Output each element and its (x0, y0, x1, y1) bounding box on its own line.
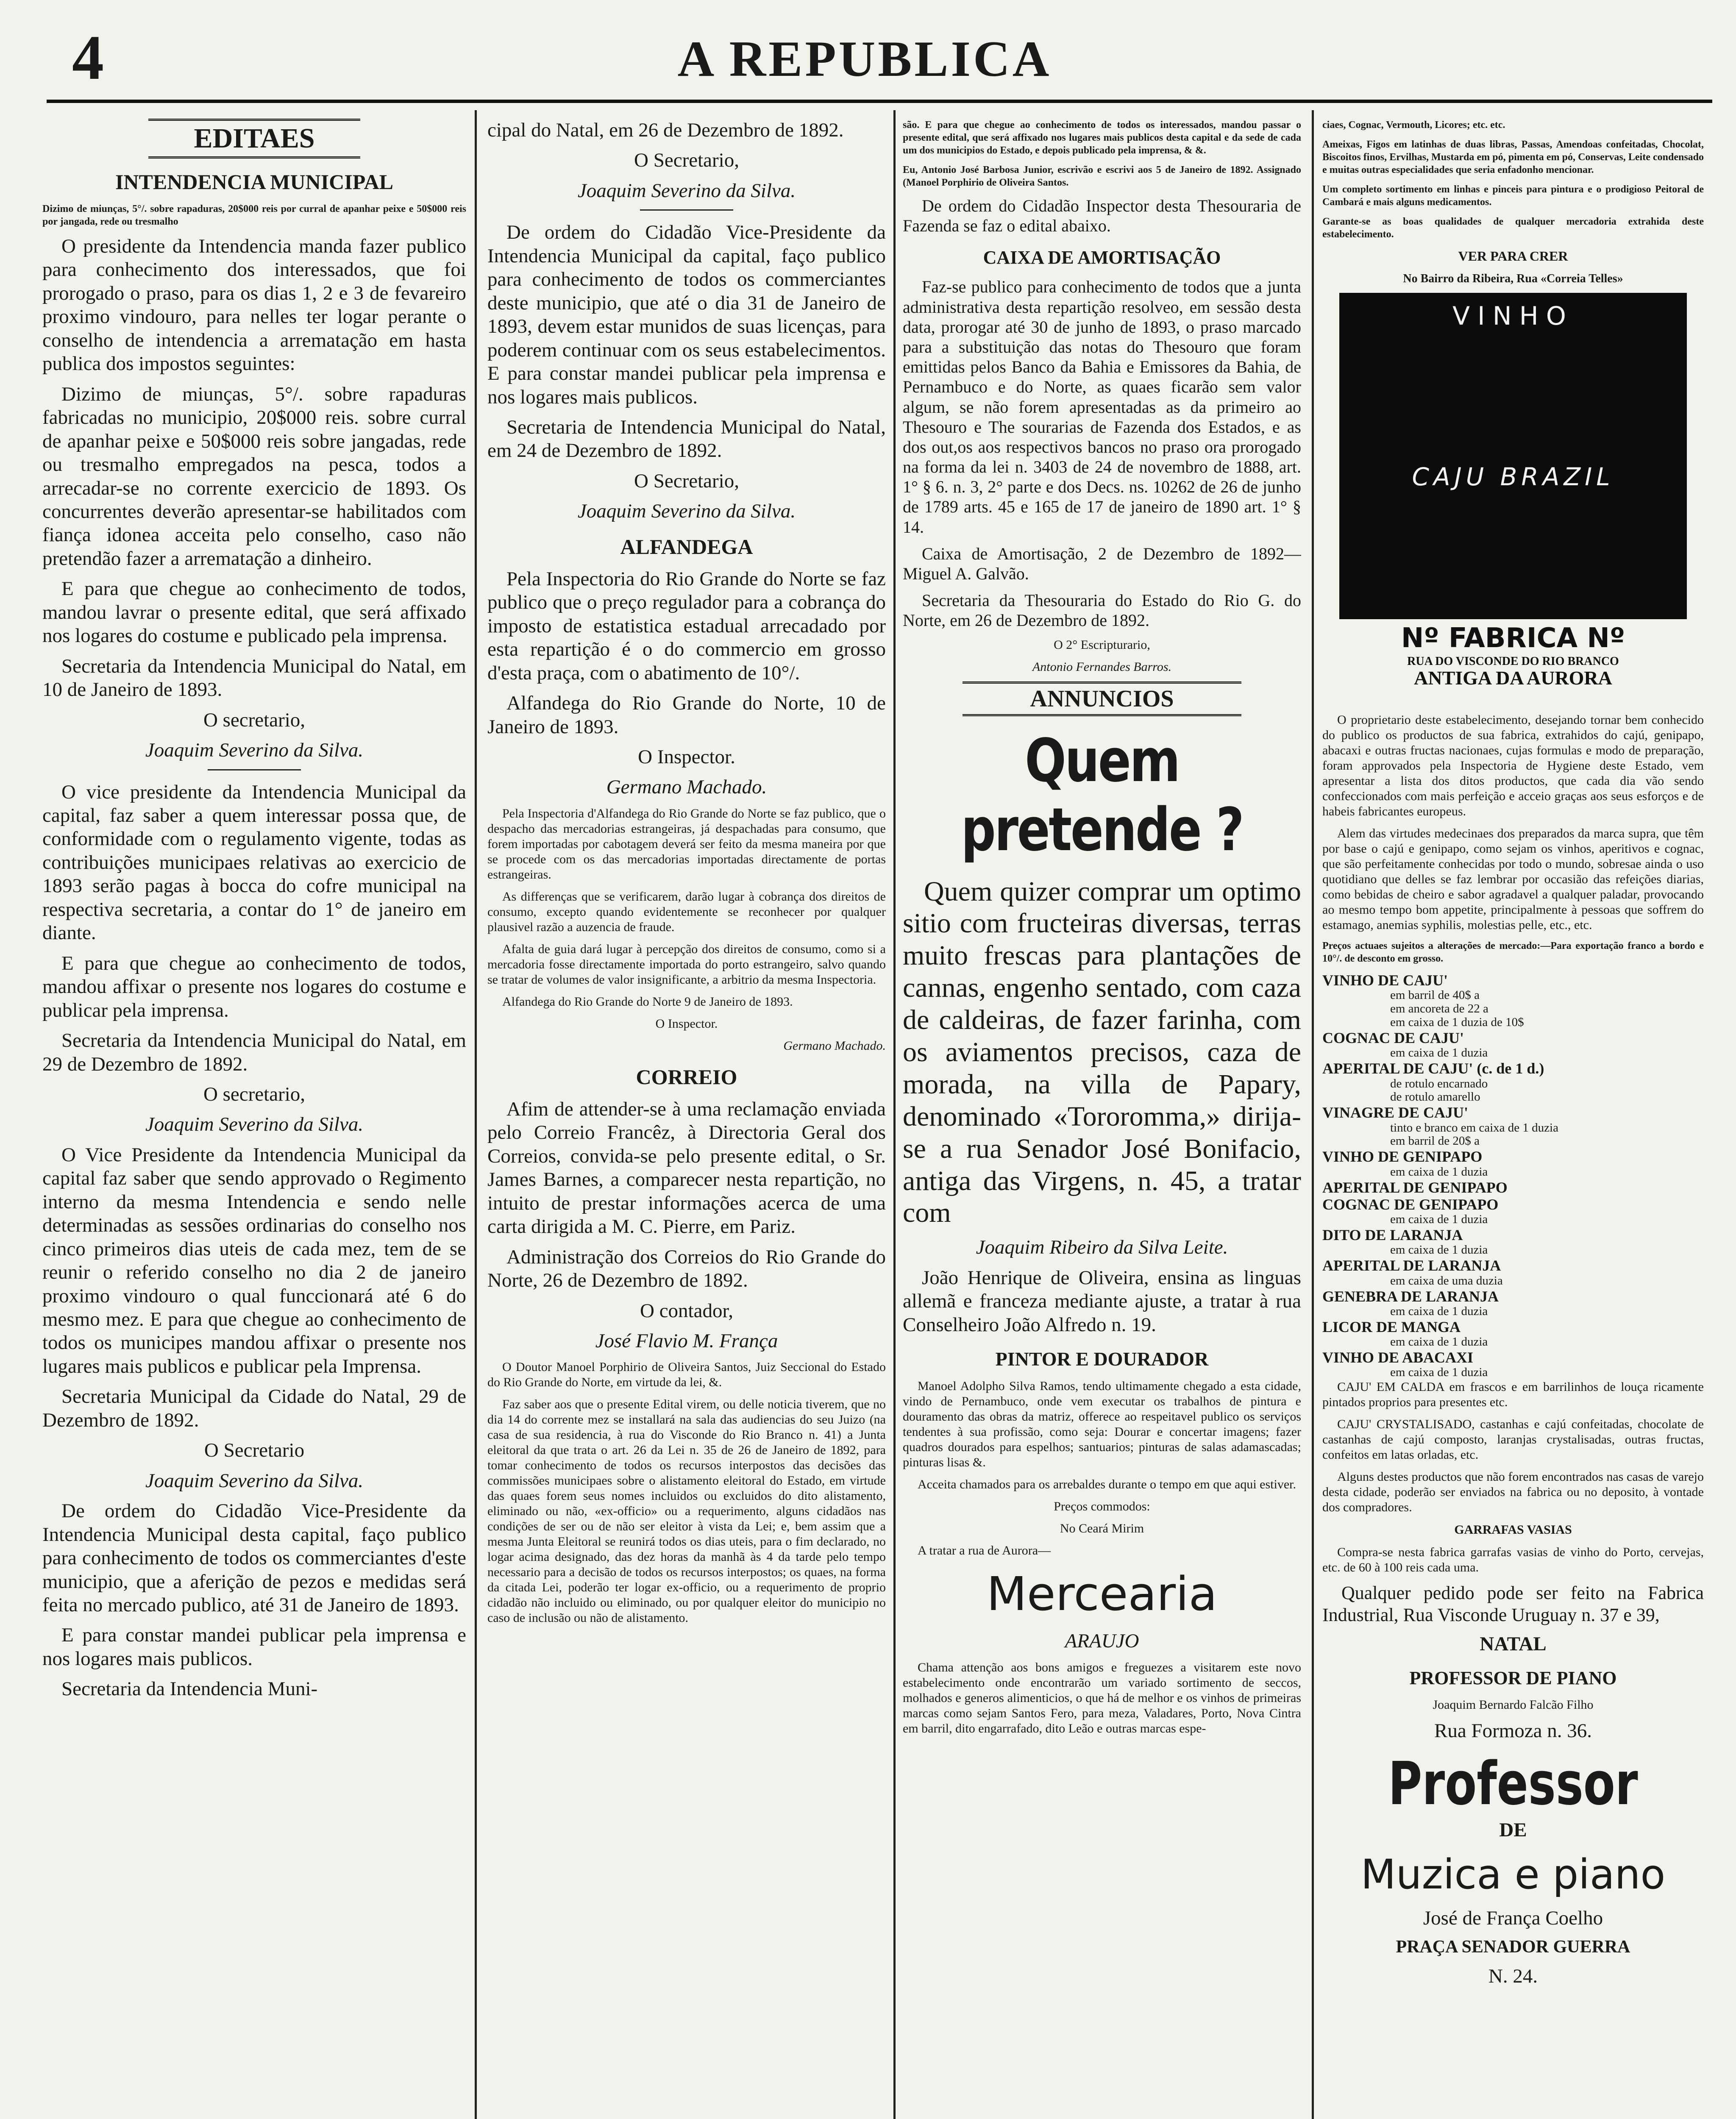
paragraph: Joaquim Bernardo Falcão Filho (1433, 1697, 1594, 1712)
signature-title: O Secretario, (634, 470, 739, 492)
ad-headline: Mercearia (986, 1567, 1218, 1621)
paragraph: Secretaria da Intendencia Muni- (61, 1678, 318, 1700)
subsection-title: INTENDENCIA MUNICIPAL (115, 170, 394, 194)
paragraph: Faz saber aos que o presente Edital virem, ou delle noticia tiverem, que no dia 14 do corrente mez se installará na sala das audiencias do seu Juizo (na casa de sua residencia, à rua do Visconde do Rio Branco n. 41) a Junta eleitoral da que trata o art. 26 da Lei n. 35 de 26 de Janeiro de 1892, para tomar conhecimento de todos os recursos interpostos das decisões das commissões municipaes sobre o alistamento eleitoral do Estado, em virtude das quaes forem seus nomes incluidos ou excluidos do dito alistamento, eliminado ou não, «ex-officio» ou a requerimento, alguns cidadãos nas condições de ser ou de não ser eleitor à vista da Lei; e, bem assim que a mesma Junta Eleitoral se reunirá todos os dias uteis, para o fim declarado, no logar acima designado, das dez horas da manhã às 4 da tarde pelo tempo necessario para a decisão de todos os recursos interpostos; os quaes, na forma da citada Lei, poderão ter logar ex-officio, ou a requerimento de proprio cidadão não incluido ou eliminado, ou por qualquer eleitor do municipio no caso de inclusão ou não de alistamento. (487, 1397, 886, 1625)
price-item-name: LICOR DE MANGA (1322, 1318, 1461, 1335)
paragraph: José de França Coelho (1423, 1907, 1603, 1929)
price-item-name: DITO DE LARANJA (1322, 1226, 1463, 1244)
column-3 (903, 119, 1301, 2119)
paragraph: Secretaria de Intendencia Municipal do Natal, em 24 de Dezembro de 1892. (487, 416, 886, 462)
signature-title: O 2° Escripturario, (1054, 637, 1150, 652)
signature: Antonio Fernandes Barros. (1032, 659, 1172, 674)
paragraph: De ordem do Cidadão Vice-Presidente da Intendencia Municipal da capital, faço publico para conhecimento de todos os commerciantes deste municipio, que até o dia 31 de Janeiro de 1893, devem estar munidos de suas licenças, para poderem continuar com os seus estabelecimentos. E para constar mandei publicar pela imprensa e nos logares mais publicos. (487, 221, 886, 408)
signature: José Flavio M. França (595, 1329, 778, 1352)
paragraph: Secretaria da Thesouraria do Estado do Rio G. do Norte, em 26 de Dezembro de 1892. (903, 591, 1301, 630)
separator (208, 769, 301, 770)
signature-title: O Inspector. (638, 745, 735, 768)
header-rule (47, 100, 1712, 103)
paragraph: Alfandega do Rio Grande do Norte 9 de Janeiro de 1893. (502, 994, 793, 1009)
paragraph: Pela Inspectoria do Rio Grande do Norte se faz publico que o preço regulador para a cobrança do imposto de estatistica estadual arrecadado por esta repartição é o do commercio em grosso d'esta praça, com o abatimento de 10°/. (487, 567, 886, 684)
price-item-name: APERITAL DE CAJU' (c. de 1 d.) (1322, 1060, 1544, 1077)
ad-subheadline: DE (1499, 1819, 1527, 1841)
signature-title: O Secretario, (634, 149, 739, 172)
paragraph: Alfandega do Rio Grande do Norte, 10 de Janeiro de 1893. (487, 692, 886, 738)
signature: Joaquim Severino da Silva. (577, 500, 796, 523)
paragraph: Eu, Antonio José Barbosa Junior, escrivão e escrivi aos 5 de Janeiro de 1892. Assignado (Manoel Porphirio de Oliveira Santos. (903, 164, 1301, 188)
paragraph: Chama attenção aos bons amigos e freguezes a visitarem este novo estabelecimento onde encontrarão um variado sortimento de seccos, molhados e generos alimenticios, o que há de melhor e os vinhos de primeiras marcas como sejam Santos Fero, para meza, Valadares, Porto, Nova Cintra em barril, dito engarrafado, dito Leão e outras marcas espe- (903, 1660, 1301, 1735)
price-item-detail: tinto e branco em caixa de 1 duzia (1390, 1121, 1558, 1135)
paragraph: Faz-se publico para conhecimento de todos que a junta administrativa desta repartição resolveo, em sessão desta data, prorogar até 30 de junho de 1893, o praso marcado para a substituição das notas do Thesouro que foram emittidas pelos Banco da Bahia e Emissores da Bahia, de Pernambuco e do Norte, as quaes ficarão sem valor algum, se não forem apresentadas as da primeiro ao Thesouro e The sourarias de Fazenda dos Estados, e as dos out,os aos respectivos bancos no praso ora prorogado na forma da lei n. 3403 de 24 de novembro de 1888, art. 1° § 6. n. 3, 2° parte e dos Decs. ns. 10262 de 26 de junho de 1789 arts. 45 e 165 de 17 de janeiro de 1890 art. 1° § 14. (903, 277, 1301, 537)
paragraph: Alguns destes productos que não forem encontrados nas casas de varejo desta cidade, poderão ser enviados na fabrica ou no deposito, à vontade dos compradores. (1322, 1470, 1704, 1515)
wine-label-image (1339, 293, 1687, 700)
paragraph: Pela Inspectoria d'Alfandega do Rio Grande do Norte se faz publico, que o despacho das mercadorias estrangeiras, já despachadas para consumo, que forem importadas por cabotagem deverá ser feito da mesma maneira por que se procede com os das mercadorias importadas directamente de portas estrangeiras. (487, 806, 886, 882)
paragraph: E para que chegue ao conhecimento de todos, mandou affixar o presente nos logares do costume e publicar pela imprensa. (42, 952, 466, 1021)
ad-headline: Muzica e piano (1360, 1850, 1666, 1898)
column-1 (42, 119, 466, 2119)
price-item-detail: em caixa de uma duzia (1390, 1274, 1503, 1288)
section-heading: CORREIO (636, 1065, 737, 1089)
paragraph: N. 24. (1488, 1965, 1538, 1987)
price-item-detail: de rotulo encarnado (1390, 1076, 1488, 1090)
paragraph: De ordem do Cidadão Inspector desta Thesouraria de Fazenda se faz o edital abaixo. (903, 196, 1301, 236)
price-item-detail: em caixa de 1 duzia (1390, 1335, 1488, 1349)
price-item-name: COGNAC DE CAJU' (1322, 1029, 1464, 1046)
signature: Joaquim Severino da Silva. (145, 739, 364, 762)
label-band (1339, 619, 1687, 700)
price-item-detail: em caixa de 1 duzia (1390, 1365, 1488, 1379)
price-item-detail: em ancoreta de 22 a (1390, 1002, 1488, 1016)
paragraph: ciaes, Cognac, Vermouth, Licores; etc. etc. (1322, 120, 1505, 131)
price-item-detail: em barril de 20$ a (1390, 1134, 1480, 1148)
signature-title: O Inspector. (655, 1016, 718, 1031)
paragraph: Secretaria Municipal da Cidade do Natal, 29 de Dezembro de 1892. (42, 1385, 466, 1431)
paragraph: As differenças que se verificarem, darão lugar à cobrança dos direitos de consumo, excepto quando evidentemente se reconhecer por qualquer plausivel razão a auzencia de fraude. (487, 889, 886, 934)
ad-headline: Professor (1388, 1749, 1638, 1819)
price-item-name: GENEBRA DE LARANJA (1322, 1288, 1499, 1305)
paragraph: Qualquer pedido pode ser feito na Fabrica Industrial, Rua Visconde Uruguay n. 37 e 39, (1322, 1582, 1704, 1625)
paragraph: Preços actuaes sujeitos a alterações de mercado:—Para exportação franco a bordo e 10°/. de desconto em grosso. (1322, 940, 1704, 964)
section-heading: PROFESSOR DE PIANO (1409, 1667, 1617, 1688)
section-heading: CAIXA DE AMORTISAÇÃO (983, 247, 1221, 268)
signature: Joaquim Severino da Silva. (145, 1469, 364, 1492)
paragraph: Caixa de Amortisação, 2 de Dezembro de 1892—Miguel A. Galvão. (903, 544, 1301, 583)
paragraph: são. E para que chegue ao conhecimento de todos os interessados, mandou passar o presente edital, que será affixado nos lugares mais publicos desta capital e da sede de cada um dos municipios do Estado, e depois publicado pela imprensa, & &. (903, 120, 1301, 156)
paragraph: Secretaria da Intendencia Municipal do Natal, em 29 de Dezembro de 1892. (42, 1029, 466, 1075)
column-divider (893, 110, 896, 2119)
paragraph: Compra-se nesta fabrica garrafas vasias de vinho do Porto, cervejas, etc. de 60 à 100 reis cada uma. (1322, 1545, 1704, 1574)
paragraph: CAJU' EM CALDA em frascos e em barrilinhos de louça ricamente pintados proprios para presentes etc. (1322, 1380, 1704, 1410)
paragraph: Preços commodos: (1054, 1499, 1150, 1514)
ad-text: Quem quizer comprar um optimo sitio com fructeiras diversas, terras muito frescas para plantações de cannas, engenho sentado, com caza de caldeiras, de fazer farinha, com os aviamentos precisos, caza de morada, na villa de Papary, denominado «Tororomma,» dirija-se a rua Senador José Bonifacio, antiga das Virgens, n. 45, a tratar com (903, 876, 1301, 1229)
newspaper-page (17, 0, 1712, 2119)
signature: Joaquim Ribeiro da Silva Leite. (976, 1236, 1228, 1259)
signature-title: O secretario, (203, 709, 306, 731)
paragraph: A tratar a rua de Aurora— (918, 1543, 1051, 1558)
price-item-detail: em caixa de 1 duzia (1390, 1165, 1488, 1179)
paragraph: VER PARA CRER (1458, 248, 1568, 264)
column-divider (1312, 110, 1314, 2119)
paragraph: Um completo sortimento em linhas e pinceis para pintura e o prodigioso Peitoral de Cambará e mais alguns medicamentos. (1322, 184, 1704, 208)
price-item-detail: em caixa de 1 duzia (1390, 1243, 1488, 1257)
signature: Joaquim Severino da Silva. (145, 1113, 364, 1136)
masthead (17, 13, 1712, 106)
signature-title: O contador, (640, 1299, 733, 1322)
paragraph: PRAÇA SENADOR GUERRA (1396, 1937, 1630, 1957)
page-number: 4 (72, 22, 104, 93)
paragraph: CAJU' CRYSTALISADO, castanhas e cajú confeitadas, chocolate de castanhas de cajú composto, laranjas crystalisadas, outras fructas, confeitos em latas orladas, etc. (1322, 1417, 1704, 1462)
price-item-detail: em barril de 40$ a (1390, 988, 1480, 1002)
label-text: Nº FABRICA Nº (1401, 623, 1625, 654)
column-divider (475, 110, 477, 2119)
price-item-detail: de rotulo amarello (1390, 1090, 1480, 1104)
paragraph: De ordem do Cidadão Vice-Presidente da Intendencia Municipal desta capital, faço publico para conhecimento de todos os commerciantes d'este municipio, que a aferição de pezos e medidas será feita no mercado publico, até 31 de Janeiro de 1893. (42, 1500, 466, 1616)
price-list (1322, 972, 1704, 1379)
price-item-detail: em caixa de 1 duzia (1390, 1212, 1488, 1226)
paragraph: O Vice Presidente da Intendencia Municipal da capital faz saber que sendo approvado o Regimento interno da mesma Intendencia e sendo nelle determinadas as sessões ordinarias do conselho nos cinco primeiros dias uteis de cada mez, tem de se reunir o referido conselho no dia 2 de janeiro proximo vindouro o qual funccionará até 6 do mesmo mez. E para que chegue ao conhecimento de todos os municipes mandou affixar o presente nos lugares mais publicos e publicar pela Imprensa. (42, 1143, 466, 1377)
paragraph: O proprietario deste estabelecimento, desejando tornar bem conhecido do publico os productos de sua fabrica, extrahidos do cajú, genipapo, abacaxi e outras fructas nacionaes, cujas formulas e modo de preparação, foram approvados pela Inspectoria de Hygiene deste Estado, vem apresentar a lista dos ditos productos, que cada dia vão sendo confeccionados com mais perfeição e acceio graças aos seus esforços e de habeis fabricantes europeus. (1322, 713, 1704, 818)
price-item-detail: em caixa de 1 duzia (1390, 1046, 1488, 1060)
signature-title: O Secretario (204, 1439, 305, 1462)
paragraph: O vice presidente da Intendencia Municipal da capital, faz saber a quem interessar possa que, de conformidade com o regulamento vigente, todas as contribuições municipaes relativas ao exercicio de 1893 serão pagas à bocca do cofre municipal na respectiva secretaria, a contar do 1° de janeiro em diante. (42, 781, 466, 944)
paragraph: O presidente da Intendencia manda fazer publico para conhecimento dos interessados, que foi prorogado o praso, para os dias 1, 2 e 3 de fevareiro proximo vindouro, para nelles ter logar perante o conselho de intendencia a arrematação em hasta publica dos impostos seguintes: (42, 235, 466, 375)
ad-subheadline: ARAUJO (1065, 1630, 1139, 1652)
price-item-name: VINHO DE ABACAXI (1322, 1349, 1474, 1366)
paragraph: Garante-se as boas qualidades de qualquer mercadoria extrahida deste estabelecimento. (1322, 216, 1704, 240)
newspaper-title: A REPUBLICA (677, 31, 1052, 87)
label-text: RUA DO VISCONDE DO RIO BRANCO (1407, 655, 1619, 668)
paragraph: Alem das virtudes medecinaes dos preparados da marca supra, que têm por base o cajú e genipapo, como sejam os vinhos, aperitivos e cognac, que são perfeitamente conhecidas por todo o mundo, sobresae ainda o uso quotidiano que delles se faz lembrar por occasião das refeições diarias, como bebidas de cheiro e sabor agradavel a qualquer paladar, provocando ao mesmo tempo bom appetite, principalmente à pessoas que soffrem do estamago, anemias syphilis, molestias pelle, etc., etc. (1322, 826, 1704, 932)
paragraph: Acceita chamados para os arrebaldes durante o tempo em que aqui estiver. (918, 1477, 1296, 1492)
price-item-detail: em caixa de 1 duzia (1390, 1304, 1488, 1318)
label-text: VINHO (1452, 301, 1574, 331)
price-item-name: VINHO DE GENIPAPO (1322, 1148, 1483, 1165)
label-text: CAJU BRAZIL (1412, 462, 1614, 491)
ad-headline: Quem pretende ? (961, 726, 1243, 865)
section-title: ANNUNCIOS (963, 681, 1241, 716)
price-item-name: VINHO DE CAJU' (1322, 972, 1448, 989)
paragraph: Manoel Adolpho Silva Ramos, tendo ultimamente chegado a esta cidade, vindo de Pernambuco, onde vem executar os trabalhos de pintura e douramento das obras da matriz, offerece ao respeitavel publico os serviços tendentes à sua profissão, como seja: Dourar e concertar imagens; fazer quadros dourados para espelhos; santuarios; pinturas de salas adamascadas; pinturas lisas &. (903, 1379, 1301, 1470)
paragraph: Rua Formoza n. 36. (1434, 1719, 1592, 1742)
signature-title: O secretario, (203, 1083, 306, 1105)
paragraph: Dizimo de miunças, 5°/. sobre rapaduras fabricadas no municipio, 20$000 reis. sobre curral de apanhar peixe e 50$000 reis sobre jangadas, rede ou tresmalho empregados na pesca, todos a arrecadar-se no corrente exercicio de 1893. Os concurrentes deverão apresentar-se habilitados com fiança idonea acceita pelo conselho, caso não pretendão fazer a arrematação a dinheiro. (42, 383, 466, 570)
paragraph: No Bairro da Ribeira, Rua «Correia Telles» (1403, 272, 1623, 285)
signature: Joaquim Severino da Silva. (577, 179, 796, 202)
section-heading: ALFANDEGA (620, 534, 753, 559)
paragraph: E para que chegue ao conhecimento de todos, mandou lavrar o presente edital, que será affixado nos logares do costume e publicado pela imprensa. (42, 578, 466, 647)
signature: Germano Machado. (606, 776, 767, 798)
paragraph: Afim de attender-se à uma reclamação enviada pelo Correio Francêz, à Directoria Geral dos Correios, convida-se pelo presente edital, o Sr. James Barnes, a comparecer nesta repartição, no intuito de prestar informações acerca de uma carta dirigida a M. C. Pierre, em Pariz. (487, 1098, 886, 1238)
column-2 (487, 119, 886, 2119)
paragraph: No Ceará Mirim (1060, 1521, 1144, 1536)
separator (640, 209, 733, 211)
price-item-detail: em caixa de 1 duzia de 10$ (1390, 1015, 1524, 1029)
paragraph: Afalta de guia dará lugar à percepção dos direitos de consumo, como si a mercadoria fosse directamente importada do porto estrangeiro, salvo quando se tratar de volumes de valor insignificante, a arbitrio da mesma Inspectoria. (487, 942, 886, 987)
price-item-name: VINAGRE DE CAJU' (1322, 1104, 1469, 1121)
paragraph: O Doutor Manoel Porphirio de Oliveira Santos, Juiz Seccional do Estado do Rio Grande do Norte, em virtude da lei, &. (487, 1360, 886, 1390)
label-text: ANTIGA DA AURORA (1414, 667, 1612, 689)
paragraph: Secretaria da Intendencia Municipal do Natal, em 10 de Janeiro de 1893. (42, 655, 466, 701)
paragraph: Ameixas, Figos em latinhas de duas libras, Passas, Amendoas confeitadas, Chocolat, Biscoitos finos, Ervilhas, Mustarda em pó, pimenta em pó, Conservas, Leite condensado e muitas outras especialidades que seria enfadonho mencionar. (1322, 139, 1704, 175)
paragraph: cipal do Natal, em 26 de Dezembro de 1892. (487, 119, 844, 141)
signature: Germano Machado. (783, 1038, 886, 1053)
price-item-name: APERITAL DE LARANJA (1322, 1257, 1501, 1274)
price-item-name: COGNAC DE GENIPAPO (1322, 1196, 1499, 1213)
section-heading: PINTOR E DOURADOR (995, 1348, 1209, 1370)
paragraph: NATAL (1480, 1633, 1547, 1655)
paragraph: João Henrique de Oliveira, ensina as linguas allemã e franceza mediante ajuste, a tratar à rua Conselheiro João Alfredo n. 19. (903, 1266, 1301, 1336)
paragraph: Administração dos Correios do Rio Grande do Norte, 26 de Dezembro de 1892. (487, 1246, 886, 1292)
notice-summary: Dizimo de miunças, 5°/. sobre rapaduras, 20$000 reis por curral de apanhar peixe e 50$000 reis por jangada, rede ou tresmalho (42, 203, 466, 227)
section-heading: GARRAFAS VASIAS (1454, 1523, 1572, 1537)
price-item-name: APERITAL DE GENIPAPO (1322, 1179, 1508, 1196)
section-title: EDITAES (148, 119, 360, 159)
paragraph: E para constar mandei publicar pela imprensa e nos logares mais publicos. (42, 1624, 466, 1670)
column-4 (1322, 119, 1704, 2119)
